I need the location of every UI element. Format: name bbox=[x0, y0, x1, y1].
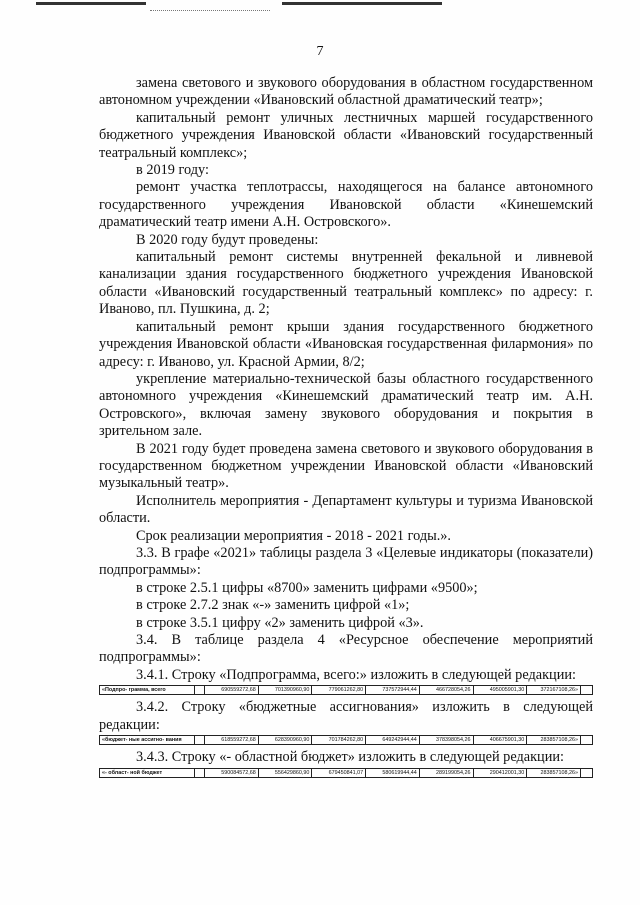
paragraph: в строке 2.5.1 цифры «8700» заменить цифрами «9500»; bbox=[136, 579, 478, 596]
paragraph: замена светового и звукового оборудования в областном государственном автономном учреждении «Ивановский областной драматический театр»; bbox=[99, 75, 593, 109]
table-cell-label: «бюджет- ные ассигно- вания bbox=[100, 736, 195, 745]
paragraph: В 2021 году будет проведена замена светового и звукового оборудования в государственном бюджетном учреждении Ивановской области «Ивановский музыкальный театр». bbox=[99, 440, 593, 492]
table-cell-empty bbox=[581, 736, 593, 745]
table-cell: 679450841,07 bbox=[312, 768, 366, 777]
table-cell-empty bbox=[195, 768, 205, 777]
paragraph: 3.4. В таблице раздела 4 «Ресурсное обеспечение мероприятий подпрограммы»: bbox=[99, 632, 593, 666]
table-cell: 378398054,26 bbox=[419, 736, 473, 745]
page-number: 7 bbox=[316, 44, 324, 59]
table-row bbox=[100, 736, 593, 745]
table-row bbox=[100, 686, 593, 695]
table-cell: 372167108,26» bbox=[527, 686, 581, 695]
table-cell: 618559272,68 bbox=[205, 736, 259, 745]
table-cell: 628390960,90 bbox=[258, 736, 312, 745]
paragraph: в 2019 году: bbox=[136, 162, 209, 179]
table-cell: 737572944,44 bbox=[366, 686, 420, 695]
paragraph: капитальный ремонт уличных лестничных маршей государственного бюджетного учреждения Ивановской области «Ивановский государственный театральный комплекс»; bbox=[99, 109, 593, 161]
table-cell-empty bbox=[581, 686, 593, 695]
top-edge-bar bbox=[36, 2, 146, 5]
table-cell: 495005901,30 bbox=[473, 686, 527, 695]
budget-row-table-subprogram bbox=[99, 685, 593, 695]
document-body bbox=[99, 75, 593, 782]
table-cell: 406675901,30 bbox=[473, 736, 527, 745]
table-cell-empty bbox=[195, 686, 205, 695]
table-cell: 701784262,80 bbox=[312, 736, 366, 745]
paragraph: 3.4.2. Строку «бюджетные ассигнования» изложить в следующей редакции: bbox=[99, 699, 593, 733]
paragraph: 3.3. В графе «2021» таблицы раздела 3 «Целевые индикаторы (показатели) подпрограммы»: bbox=[99, 544, 593, 579]
paragraph: в строке 3.5.1 цифру «2» заменить цифрой «3». bbox=[136, 614, 424, 631]
table-cell-empty bbox=[195, 736, 205, 745]
table-cell: 690559272,68 bbox=[205, 686, 259, 695]
paragraph: укрепление материально-технической базы областного государственного автономного учреждения «Кинешемский драматический театр им. А.Н. Островского», включая замену звукового оборудования и покрытия в зрительном зале. bbox=[99, 370, 593, 440]
table-cell: 701390960,90 bbox=[258, 686, 312, 695]
table-cell-empty bbox=[581, 768, 593, 777]
table-cell: 580619944,44 bbox=[366, 768, 420, 777]
paragraph: Срок реализации мероприятия - 2018 - 2021 годы.». bbox=[136, 527, 451, 544]
top-edge-bar-right bbox=[282, 2, 442, 5]
table-cell-label: «- област- ной бюджет bbox=[100, 768, 195, 777]
paragraph: 3.4.1. Строку «Подпрограмма, всего:» изложить в следующей редакции: bbox=[136, 666, 576, 683]
paragraph: капитальный ремонт крыши здания государственного бюджетного учреждения Ивановской области «Ивановская государственная филармония» по адресу: г. Иваново, ул. Красной Армии, 8/2; bbox=[99, 318, 593, 370]
table-cell: 556429860,90 bbox=[258, 768, 312, 777]
table-cell: 466728054,26 bbox=[419, 686, 473, 695]
paragraph: 3.4.3. Строку «- областной бюджет» изложить в следующей редакции: bbox=[136, 749, 564, 766]
paragraph: Исполнитель мероприятия - Департамент культуры и туризма Ивановской области. bbox=[99, 492, 593, 527]
table-cell-label: «Подпро- грамма, всего bbox=[100, 686, 195, 695]
table-cell: 590084572,68 bbox=[205, 768, 259, 777]
table-cell: 779061262,80 bbox=[312, 686, 366, 695]
table-row bbox=[100, 768, 593, 777]
table-cell: 290412001,30 bbox=[473, 768, 527, 777]
paragraph: В 2020 году будут проведены: bbox=[136, 231, 319, 248]
paragraph: ремонт участка теплотрассы, находящегося на балансе автономного государственного учреждения Ивановской области «Кинешемский драматический театр имени А.Н. Островского». bbox=[99, 179, 593, 231]
top-edge-dots bbox=[150, 10, 270, 12]
budget-row-table-allocations bbox=[99, 735, 593, 745]
budget-row-table-regional bbox=[99, 768, 593, 778]
table-cell: 283857108,26» bbox=[527, 768, 581, 777]
table-cell: 289199054,26 bbox=[419, 768, 473, 777]
paragraph: в строке 2.7.2 знак «-» заменить цифрой «1»; bbox=[136, 597, 410, 614]
paragraph: капитальный ремонт системы внутренней фекальной и ливневой канализации здания государственного бюджетного учреждения Ивановской области «Ивановский государственный театральный комплекс» по адресу: г. Иваново, пл. Пушкина, д. 2; bbox=[99, 249, 593, 318]
table-cell: 283857108,26» bbox=[527, 736, 581, 745]
table-cell: 649242944,44 bbox=[366, 736, 420, 745]
